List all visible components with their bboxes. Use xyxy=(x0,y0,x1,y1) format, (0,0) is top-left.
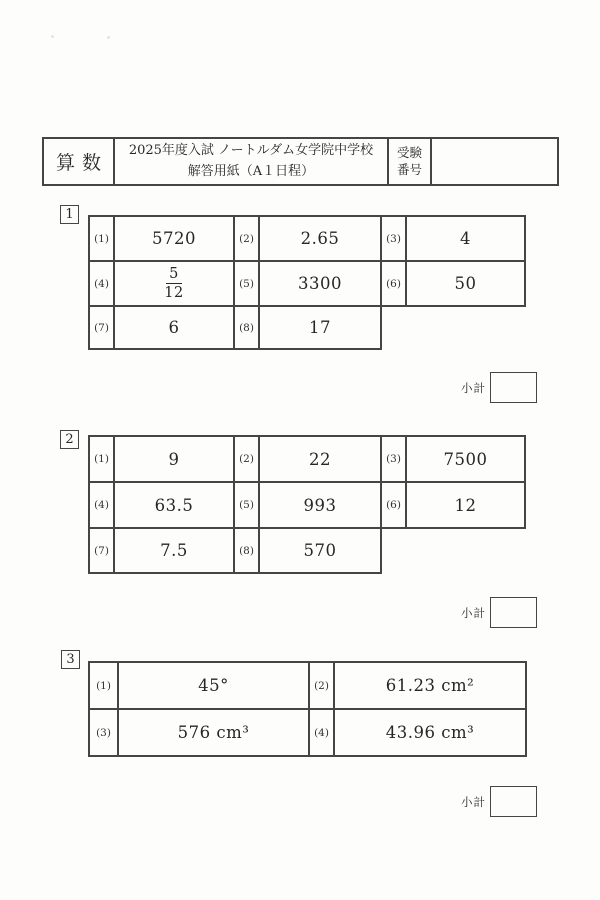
subject-cell xyxy=(44,139,115,184)
section-2-answer-table xyxy=(88,435,526,574)
fraction-denominator: 12 xyxy=(164,285,184,301)
answer-value: 4 xyxy=(407,217,526,262)
section-3-number: 3 xyxy=(66,652,75,667)
title-cell xyxy=(115,139,389,184)
section-2-number-box xyxy=(60,430,79,449)
section-3-number-box xyxy=(61,650,80,669)
header-table xyxy=(42,137,559,186)
section-3-subtotal xyxy=(461,786,537,817)
scan-speck xyxy=(107,36,110,39)
answer-label: (3) xyxy=(382,217,407,262)
section-3-answer-table xyxy=(88,661,527,757)
answer-value: 570 xyxy=(260,529,382,574)
title-line2: 解答用紙（A１日程） xyxy=(187,163,315,179)
answer-value: 2.65 xyxy=(260,217,382,262)
subtotal-label: 小計 xyxy=(461,605,486,620)
answer-value: 22 xyxy=(260,437,382,483)
answer-label: (2) xyxy=(310,663,335,710)
examinee-label-line2: 番号 xyxy=(396,161,422,177)
answer-label: (2) xyxy=(235,217,260,262)
answer-label: (1) xyxy=(90,663,119,710)
answer-value: 5720 xyxy=(115,217,235,262)
fraction xyxy=(161,265,186,302)
answer-value: 45° xyxy=(119,663,310,710)
section-2-row-3 xyxy=(88,529,526,574)
subtotal-box xyxy=(490,786,537,817)
answer-label: (3) xyxy=(382,437,407,483)
subtotal-box xyxy=(490,597,537,628)
answer-label: (8) xyxy=(235,307,260,350)
answer-value: 12 xyxy=(407,483,526,529)
examinee-number-field xyxy=(432,139,557,184)
answer-label: (5) xyxy=(235,483,260,529)
answer-value: 17 xyxy=(260,307,382,350)
answer-label: (8) xyxy=(235,529,260,574)
answer-value: 63.5 xyxy=(115,483,235,529)
answer-value: 9 xyxy=(115,437,235,483)
section-2-rows-1-2 xyxy=(88,435,526,529)
answer-value: 50 xyxy=(407,262,526,307)
subject-label: 算数 xyxy=(55,152,108,174)
answer-label: (6) xyxy=(382,483,407,529)
answer-label: (4) xyxy=(90,262,115,307)
section-1-number-box xyxy=(60,205,79,224)
answer-value: 993 xyxy=(260,483,382,529)
examinee-label-line1: 受験 xyxy=(396,144,422,160)
section-3-rows xyxy=(88,661,527,757)
answer-label: (1) xyxy=(90,437,115,483)
answer-label: (3) xyxy=(90,710,119,757)
answer-value: 6 xyxy=(115,307,235,350)
section-1-number: 1 xyxy=(65,207,74,222)
answer-value: 61.23 cm² xyxy=(335,663,527,710)
subtotal-box xyxy=(490,372,537,403)
section-1-row-3 xyxy=(88,307,526,350)
answer-label: (1) xyxy=(90,217,115,262)
answer-label: (4) xyxy=(310,710,335,757)
answer-label: (7) xyxy=(90,307,115,350)
answer-value-fraction xyxy=(115,262,235,307)
answer-label: (6) xyxy=(382,262,407,307)
examinee-number-label xyxy=(389,139,432,184)
answer-value: 7500 xyxy=(407,437,526,483)
section-2-subtotal xyxy=(461,597,537,628)
section-1-rows-1-2 xyxy=(88,215,526,307)
answer-value: 7.5 xyxy=(115,529,235,574)
answer-label: (4) xyxy=(90,483,115,529)
subtotal-label: 小計 xyxy=(461,794,486,809)
section-1-answer-table xyxy=(88,215,526,350)
scan-speck xyxy=(51,35,54,38)
answer-label: (7) xyxy=(90,529,115,574)
title-line1: 2025年度入試 ノートルダム女学院中学校 xyxy=(128,143,374,159)
section-2-number: 2 xyxy=(65,432,74,447)
answer-label: (2) xyxy=(235,437,260,483)
answer-value: 576 cm³ xyxy=(119,710,310,757)
subtotal-label: 小計 xyxy=(461,380,486,395)
answer-value: 43.96 cm³ xyxy=(335,710,527,757)
fraction-numerator: 5 xyxy=(166,265,182,284)
section-1-subtotal xyxy=(461,372,537,403)
answer-value: 3300 xyxy=(260,262,382,307)
answer-label: (5) xyxy=(235,262,260,307)
